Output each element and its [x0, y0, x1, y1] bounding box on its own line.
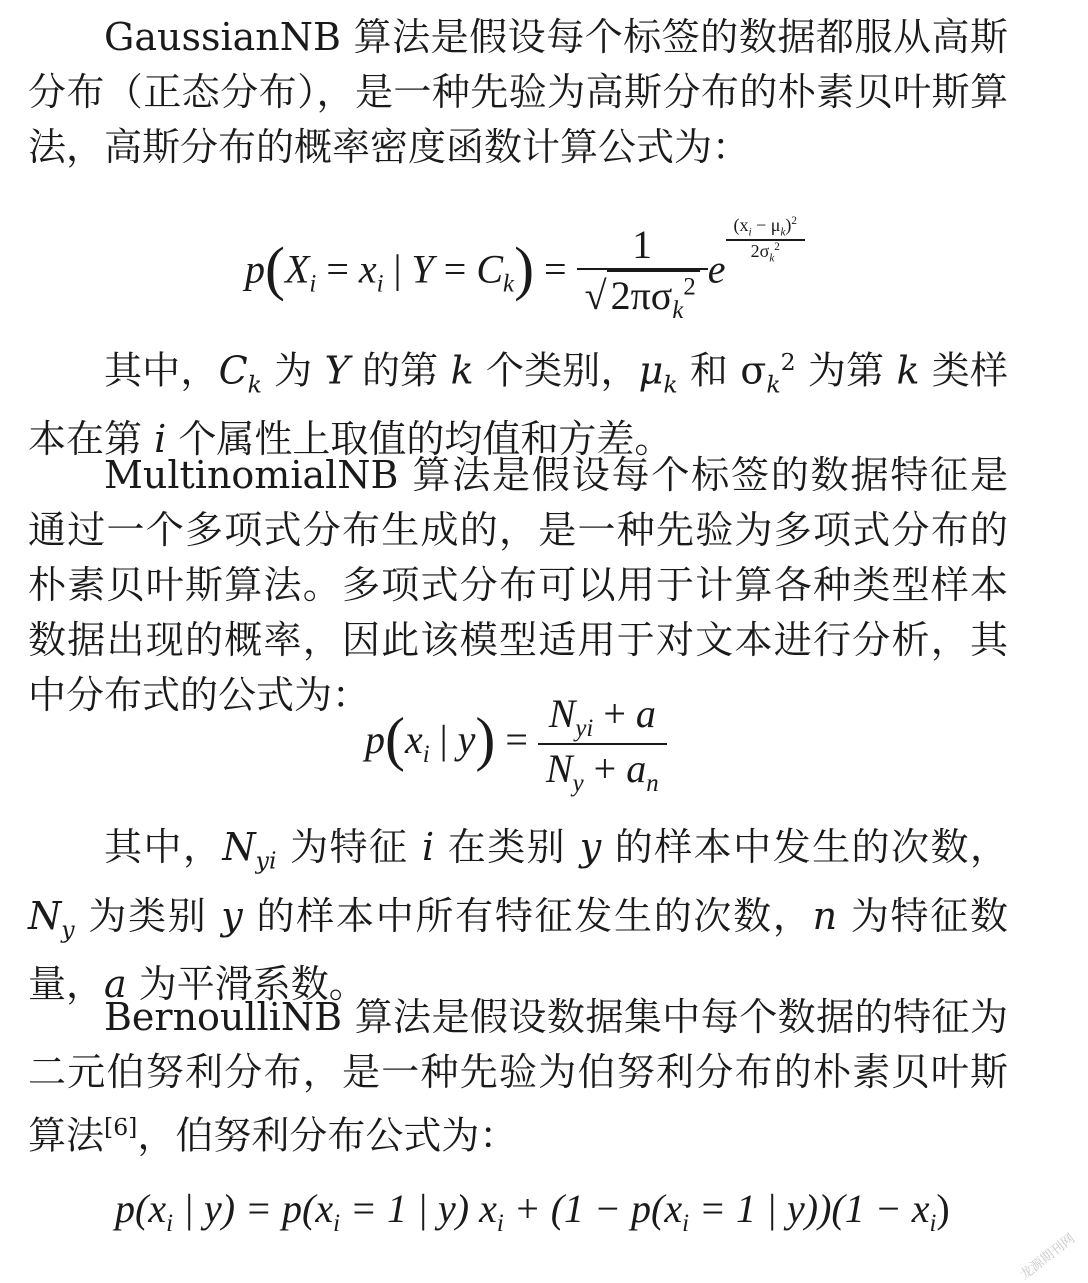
- paragraph-gaussiannb: GaussianNB 算法是假设每个标签的数据都服从高斯分布（正态分布），是一种先验为高斯分布的朴素贝叶斯算法，高斯分布的概率密度函数计算公式为：: [28, 15, 1008, 169]
- formula-gaussian: $p(X_i = x_i$ | $Y = C_k$) = $\frac{1}{√ 2\pi\sigma_k^2}$ e $\frac{(x_i - \mu_k)^2}{2\sigma_k^2}$: [245, 215, 805, 325]
- formula-multinomial: $p(x_i$ | y) = $\frac{N_{yi} + a}{N_y + a_n}$: [365, 690, 667, 798]
- multinomial-fraction: $\frac{N_{yi} + a}{N_y + a_n}$: [538, 690, 667, 798]
- paragraph-multinomialnb: MultinomialNB 算法是假设每个标签的数据特征是通过一个多项式分布生成的，是一种先验为多项式分布的朴素贝叶斯算法。多项式分布可以用于计算各种类型样本数据出现的概率，因此该模型适用于对文本进行分析，其中分布式的公式为：: [28, 453, 1008, 717]
- gaussian-fraction: $\frac{1}{√ 2\pi\sigma_k^2}$: [577, 221, 708, 325]
- paragraph-gaussian-explanation: 其中，$C_k$ 为 Y 的第 k 个类别，$\mu_k$ 和 $\sigma_k^2$ 为第 k 类样本在第 i 个属性上取值的均值和方差。: [28, 348, 1008, 462]
- watermark-logo: 龙源期刊网: [1017, 1231, 1078, 1283]
- paragraph-bernoullinb: BernoulliNB 算法是假设数据集中每个数据的特征为二元伯努利分布，是一种先验为伯努利分布的朴素贝叶斯算法[6]，伯努利分布公式为：: [28, 995, 1008, 1158]
- formula-bernoulli: $p(x_i$ | $y) = p(x_i = 1$ | y) $x_i + (1 - p(x_i = 1$ | $y))(1 - x_i)$: [115, 1186, 950, 1237]
- gaussian-exponent: $\frac{(x_i - \mu_k)^2}{2\sigma_k^2}$: [726, 215, 805, 264]
- paragraph-multinomial-explanation: 其中，$N_{yi}$ 为特征 i 在类别 y 的样本中发生的次数，$N_y$ 为类别 y 的样本中所有特征发生的次数，n 为特征数量，a 为平滑系数。: [28, 825, 1008, 1007]
- citation-ref: [6]: [104, 1113, 138, 1141]
